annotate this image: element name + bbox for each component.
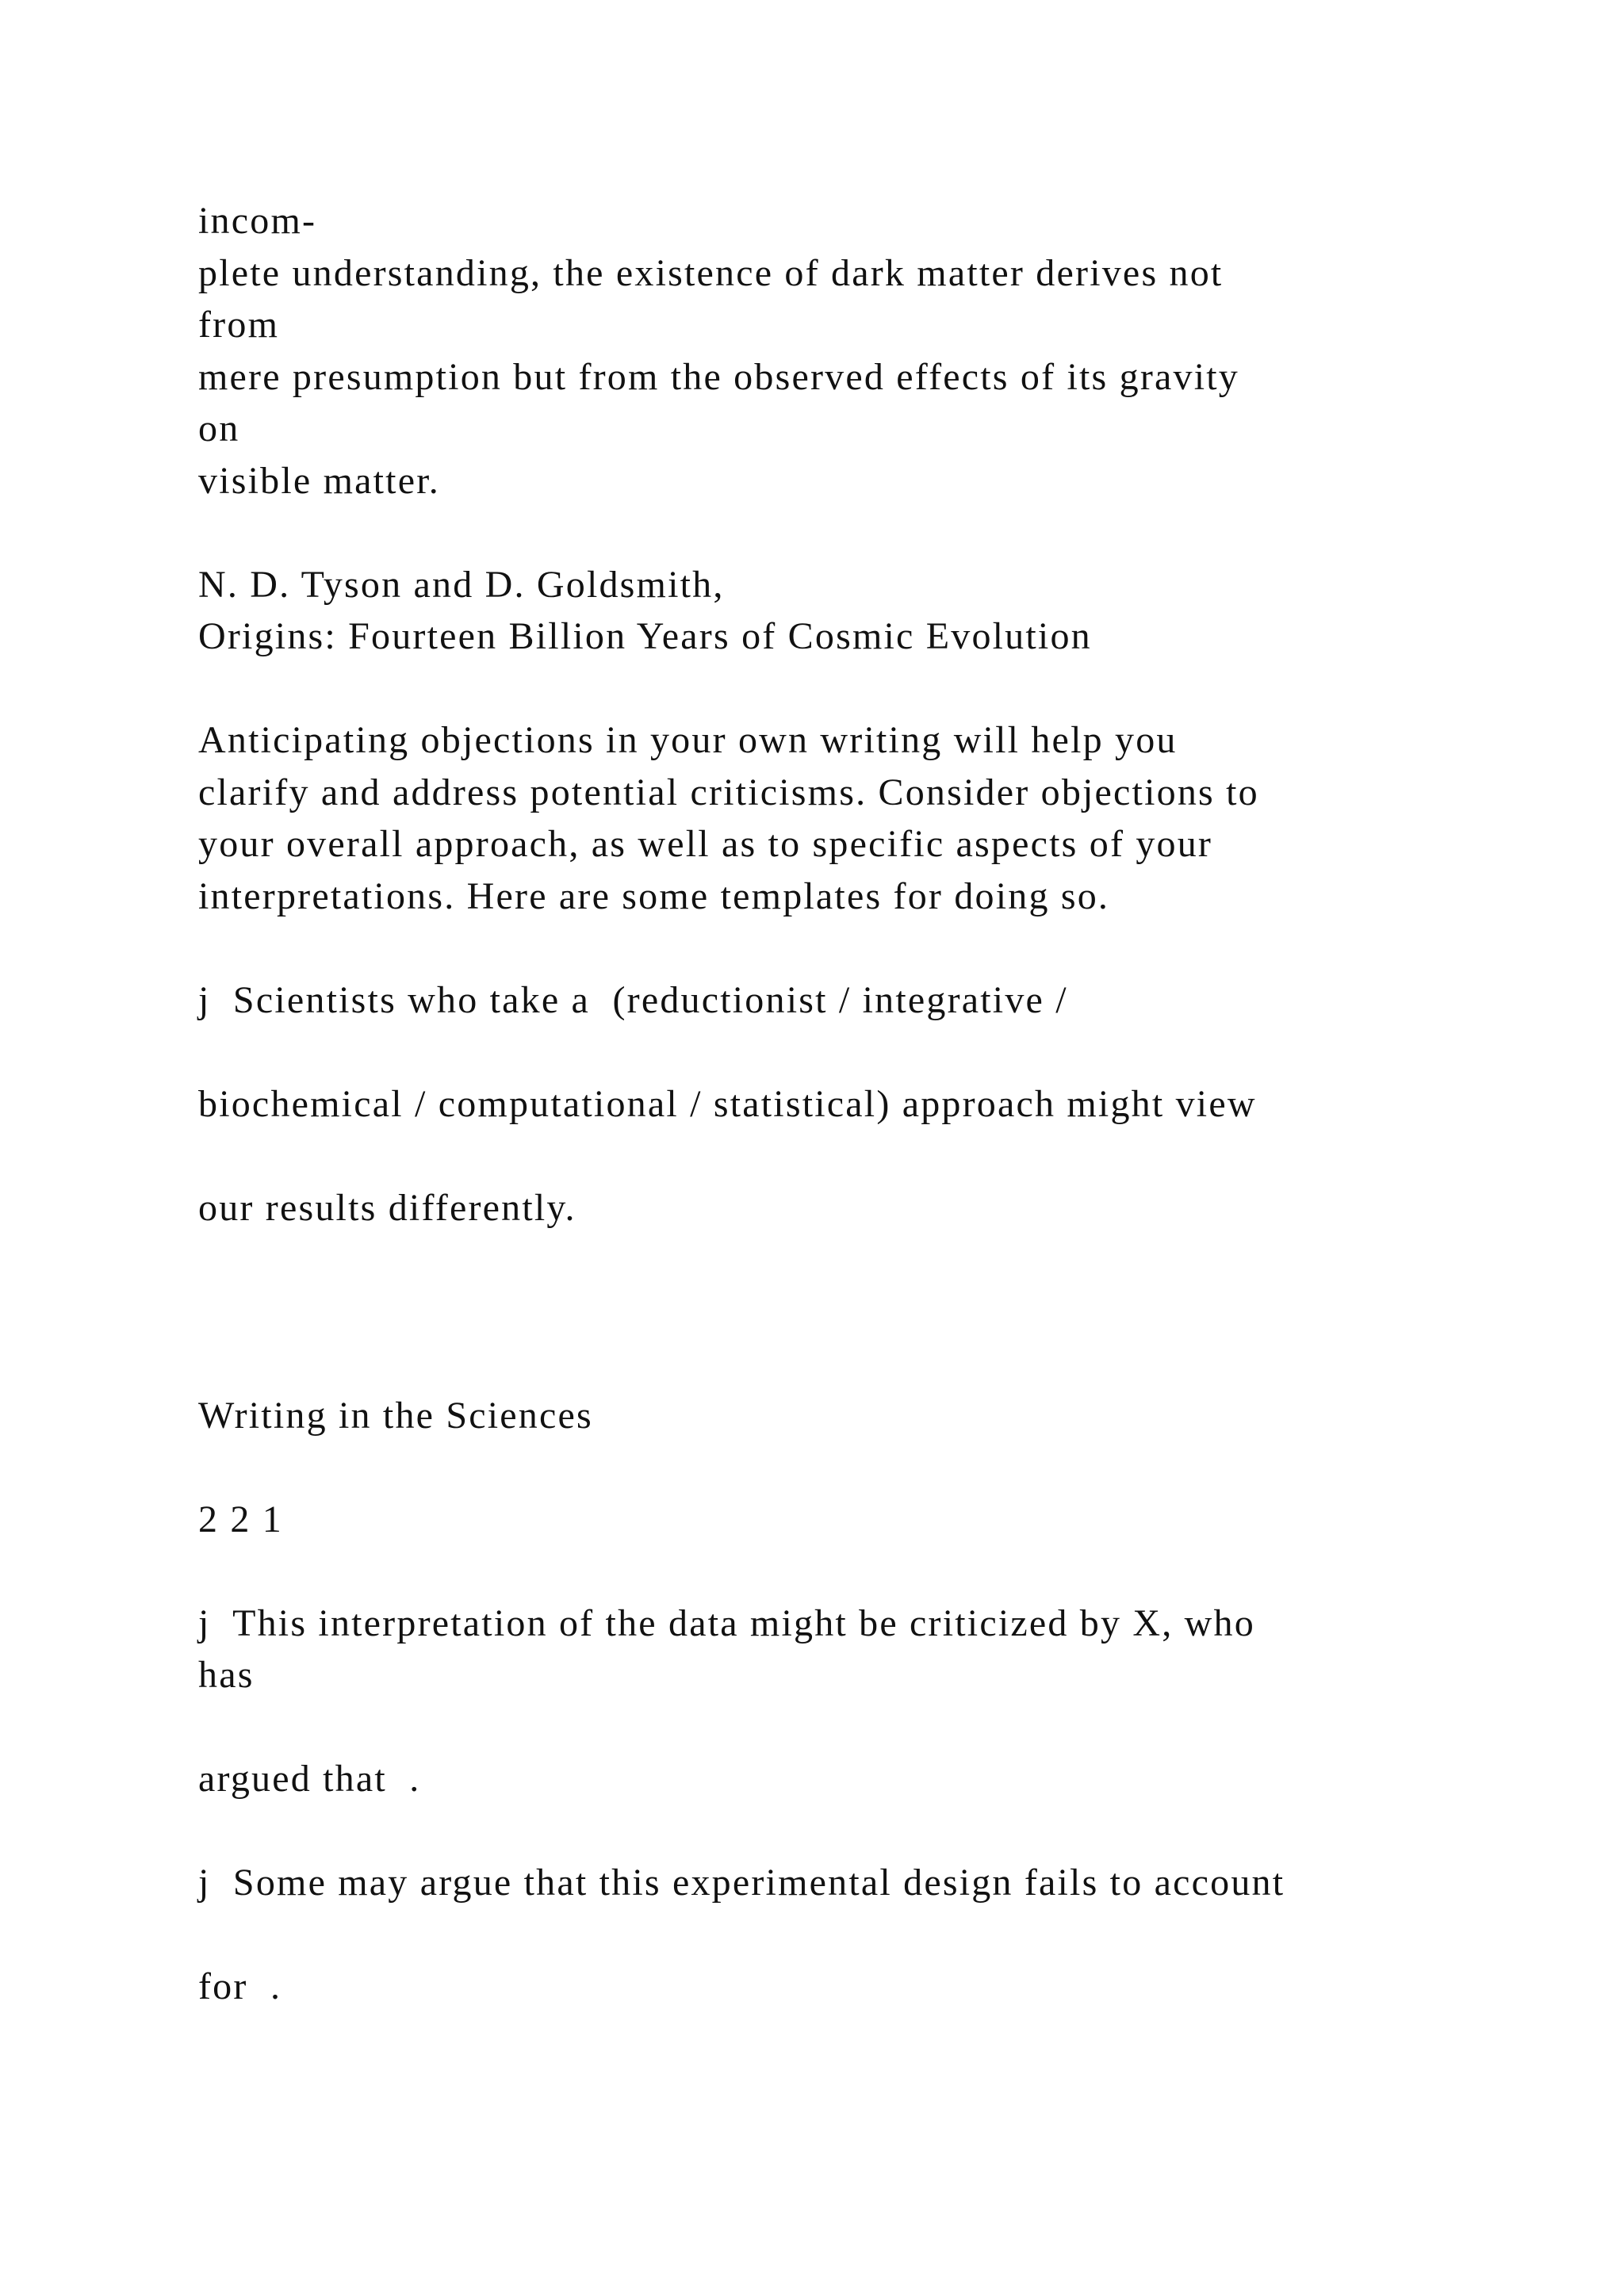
text-line: on bbox=[198, 408, 240, 450]
blank-line bbox=[198, 1337, 1546, 1390]
template-line: argued that . bbox=[198, 1758, 421, 1800]
text-line: visible matter. bbox=[198, 459, 440, 502]
text-line: interpretations. Here are some templates for doing so. bbox=[198, 874, 1110, 917]
blank-line bbox=[198, 1130, 1546, 1182]
text-line: Anticipating objections in your own writing will help you bbox=[198, 719, 1178, 761]
blank-line bbox=[198, 1026, 1546, 1078]
text-line: your overall approach, as well as to specific aspects of your bbox=[198, 823, 1213, 865]
blank-line bbox=[198, 1909, 1546, 1961]
template-line: j This interpretation of the data might be criticized by X, who bbox=[198, 1601, 1255, 1644]
blank-line bbox=[198, 1286, 1546, 1338]
template-line: biochemical / computational / statistical) approach might view bbox=[198, 1082, 1257, 1125]
blank-line bbox=[198, 507, 1546, 559]
text-line: clarify and address potential criticisms. Consider objections to bbox=[198, 771, 1259, 813]
blank-line bbox=[198, 1441, 1546, 1494]
template-line: our results differently. bbox=[198, 1186, 576, 1229]
template-line: j Some may argue that this experimental design fails to account bbox=[198, 1862, 1285, 1904]
text-line: from bbox=[198, 304, 280, 346]
blank-line bbox=[198, 1701, 1546, 1754]
document-text bbox=[198, 195, 1546, 2013]
blank-line bbox=[198, 1545, 1546, 1598]
blank-line bbox=[198, 1234, 1546, 1286]
template-line: for . bbox=[198, 1965, 282, 2007]
blank-line bbox=[198, 663, 1546, 715]
citation-title: Origins: Fourteen Billion Years of Cosmic Evolution bbox=[198, 615, 1092, 657]
template-line: j Scientists who take a (reductionist / integrative / bbox=[198, 978, 1068, 1021]
template-line: has bbox=[198, 1654, 255, 1696]
text-line: incom- bbox=[198, 200, 317, 242]
page-number: 2 2 1 bbox=[198, 1498, 283, 1540]
running-header: Writing in the Sciences bbox=[198, 1394, 593, 1437]
blank-line bbox=[198, 922, 1546, 974]
text-line: mere presumption but from the observed effects of its gravity bbox=[198, 355, 1239, 398]
blank-line bbox=[198, 1805, 1546, 1858]
citation-authors: N. D. Tyson and D. Goldsmith, bbox=[198, 563, 725, 606]
text-line: plete understanding, the existence of dark matter derives not bbox=[198, 251, 1224, 294]
